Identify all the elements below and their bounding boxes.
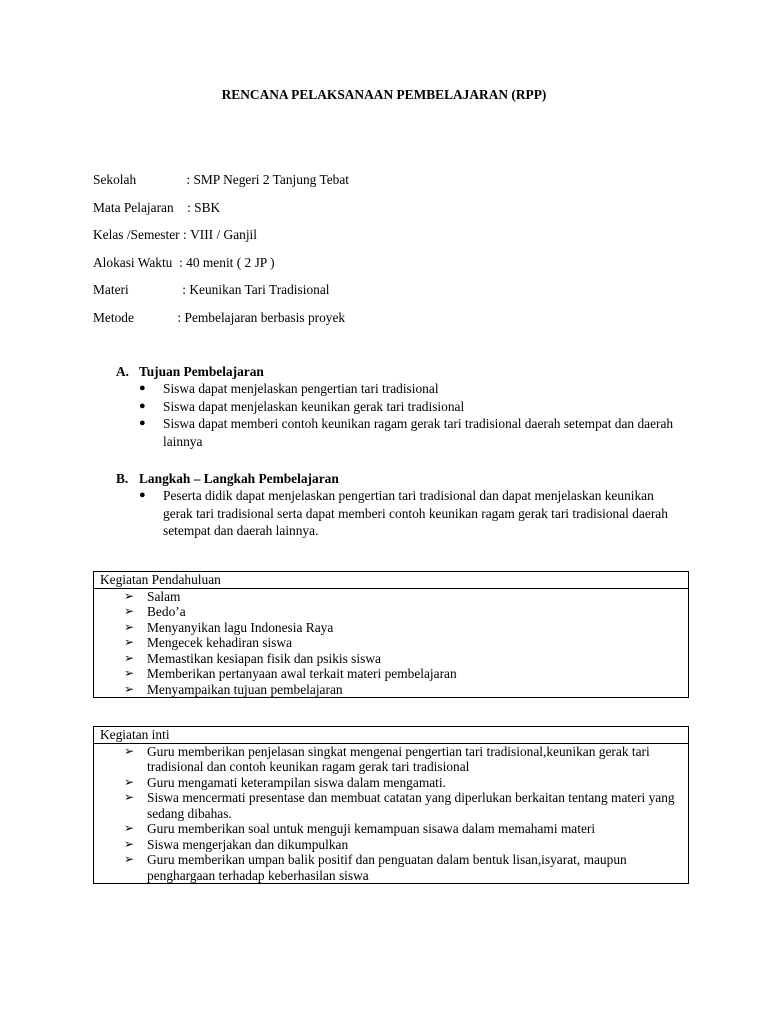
- info-label: Metode: [93, 309, 134, 325]
- arrow-bullet-icon: ➢: [124, 588, 135, 603]
- kegiatan-inti-box: [93, 726, 689, 884]
- info-value: SMP Negeri 2 Tanjung Tebat: [193, 172, 350, 187]
- info-label: Alokasi Waktu: [93, 254, 173, 270]
- list-item: ➢ Guru mengamati keterampilan siswa dalam mengamati.: [124, 774, 446, 790]
- bullet-list: [116, 487, 676, 540]
- list-item: ● Siswa dapat menjelaskan keunikan gerak tari tradisional: [139, 398, 465, 414]
- arrow-bullet-icon: ➢: [124, 836, 135, 851]
- list-item: ➢ Guru memberikan penjelasan singkat mengenai pengertian tari tradisional,keunikan gerak tari tradisional dan contoh keunikan ragam gerak tari tradisional: [124, 743, 650, 774]
- kegiatan-pendahuluan-box: [93, 571, 689, 698]
- info-row-metode: [93, 309, 693, 337]
- list-item: ➢ Memberikan pertanyaan awal terkait materi pembelajaran: [124, 666, 457, 681]
- info-label: Mata Pelajaran: [93, 199, 174, 215]
- list-item: ➢ Siswa mengerjakan dan dikumpulkan: [124, 836, 349, 852]
- info-row-materi: [93, 281, 693, 309]
- list-item: ● Peserta didik dapat menjelaskan pengertian tari tradisional dan dapat menjelaskan keunikan gerak tari tradisional serta dapat memberi contoh keunikan ragam gerak tari tradisional daerah setempat dan daerah lainnya.: [139, 488, 668, 539]
- arrow-bullet-icon: ➢: [124, 790, 135, 804]
- section-letter: B.: [116, 471, 129, 486]
- list-item: ➢ Salam: [124, 588, 181, 604]
- arrow-bullet-icon: ➢: [124, 743, 135, 758]
- list-item: ➢ Menyanyikan lagu Indonesia Raya: [124, 619, 334, 635]
- list-item: ➢ Guru memberikan soal untuk menguji kemampuan sisawa dalam memahami materi: [124, 821, 596, 836]
- info-value: SBK: [194, 199, 221, 215]
- activity-list: [94, 744, 688, 884]
- arrow-bullet-icon: ➢: [124, 650, 135, 665]
- arrow-bullet-icon: ➢: [124, 604, 135, 618]
- section-heading: [116, 470, 676, 487]
- arrow-bullet-icon: ➢: [124, 852, 135, 866]
- box-heading: Kegiatan Pendahuluan: [94, 572, 688, 589]
- info-row-mata-pelajaran: [93, 199, 693, 227]
- section-title: Langkah – Langkah Pembelajaran: [139, 471, 339, 486]
- arrow-bullet-icon: ➢: [124, 774, 135, 789]
- section-title: Tujuan Pembelajaran: [139, 364, 264, 379]
- arrow-bullet-icon: ➢: [124, 821, 135, 835]
- arrow-bullet-icon: ➢: [124, 635, 135, 649]
- info-separator: :: [172, 254, 187, 270]
- info-row-alokasi-waktu: [93, 254, 693, 282]
- list-item: ➢ Memastikan kesiapan fisik dan psikis siswa: [124, 650, 381, 666]
- arrow-bullet-icon: ➢: [124, 666, 135, 680]
- list-item: ➢ Menyampaikan tujuan pembelajaran: [124, 681, 343, 697]
- info-value: VIII / Ganjil: [190, 227, 257, 243]
- section-letter: A.: [116, 364, 130, 379]
- info-separator: :: [179, 227, 191, 243]
- section-tujuan: [116, 363, 676, 450]
- info-label: Kelas /Semester: [93, 227, 180, 243]
- bullet-list: [116, 380, 676, 450]
- info-value: Keunikan Tari Tradisional: [189, 282, 330, 298]
- activity-list: [94, 589, 688, 698]
- info-separator: :: [128, 282, 190, 298]
- bullet-icon: ●: [139, 399, 146, 412]
- list-item: ➢ Bedo’a: [124, 604, 186, 619]
- info-label: Sekolah: [93, 172, 137, 187]
- bullet-icon: ●: [139, 382, 146, 394]
- info-row-sekolah: [93, 171, 693, 199]
- info-value: 40 menit ( 2 JP ): [186, 254, 275, 270]
- list-item: ➢ Siswa mencermati presentase dan membuat catatan yang diperlukan berkaitan tentang materi yang sedang dibahas.: [124, 790, 675, 821]
- list-item: ● Siswa dapat memberi contoh keunikan ragam gerak tari tradisional daerah setempat dan daerah lainnya: [139, 416, 674, 449]
- document-title: RENCANA PELAKSANAAN PEMBELAJARAN (RPP): [221, 87, 547, 102]
- arrow-bullet-icon: ➢: [124, 619, 135, 634]
- info-row-kelas-semester: [93, 226, 693, 254]
- section-heading: [116, 363, 676, 380]
- info-block: [93, 171, 693, 337]
- info-separator: :: [133, 309, 185, 325]
- list-item: ➢ Mengecek kehadiran siswa: [124, 635, 293, 650]
- list-item: ● Siswa dapat menjelaskan pengertian tari tradisional: [139, 381, 439, 396]
- bullet-icon: ●: [139, 417, 146, 430]
- arrow-bullet-icon: ➢: [124, 681, 135, 696]
- info-value: Pembelajaran berbasis proyek: [184, 309, 346, 325]
- info-label: Materi: [93, 282, 129, 298]
- bullet-icon: ●: [139, 489, 146, 501]
- section-langkah: [116, 470, 676, 540]
- info-separator: :: [173, 199, 195, 215]
- list-item: ➢ Guru memberikan umpan balik positif dan penguatan dalam bentuk lisan,isyarat, maupun penghargaan terhadap keberhasilan siswa: [124, 852, 627, 883]
- info-separator: :: [136, 172, 194, 187]
- box-heading: Kegiatan inti: [94, 727, 688, 744]
